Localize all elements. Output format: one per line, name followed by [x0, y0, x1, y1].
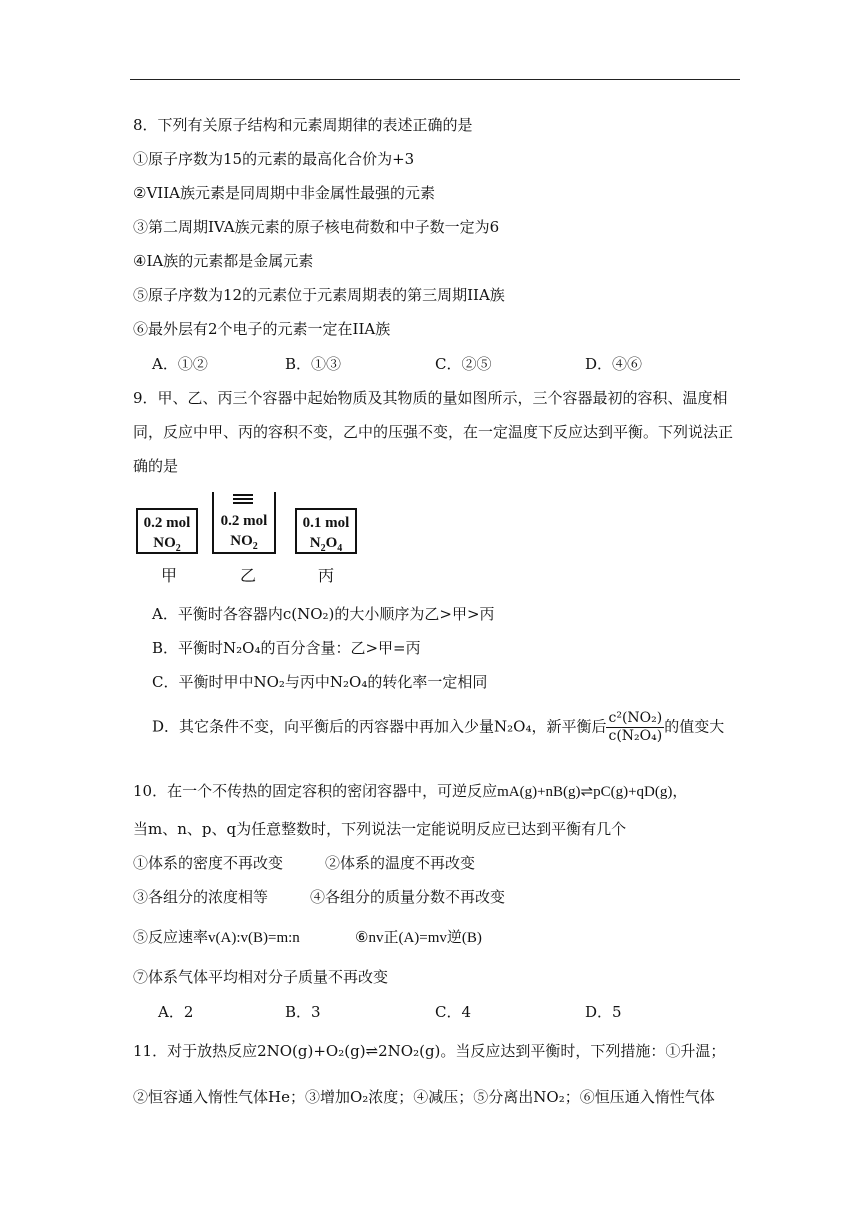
q10-statement-3: ③各组分的浓度相等	[133, 888, 269, 906]
q10-statement-1: ①体系的密度不再改变	[133, 854, 284, 872]
q10-option-d: D．5	[585, 1003, 622, 1021]
q8-statement-5: ⑤原子序数为12的元素位于元素周期表的第三周期IIA族	[133, 286, 505, 304]
q9-option-a: A．平衡时各容器内c(NO₂)的大小顺序为乙>甲>丙	[152, 605, 495, 623]
q9-stem-line-3: 确的是	[133, 457, 179, 475]
q8-statement-2: ②VIIA族元素是同周期中非金属性最强的元素	[133, 184, 435, 202]
q10-statement-5: ⑤反应速率v(A):v(B)=m:n	[133, 930, 300, 946]
q11-stem-line-1: 11．对于放热反应2NO(g)+O₂(g)⇌2NO₂(g)。当反应达到平衡时，下列措施：①升温；	[133, 1042, 726, 1060]
q9-option-d-fraction: $\frac{\text{c²(NO₂)}}{\text{c(N₂O₄)}}$	[608, 710, 663, 744]
q8-option-b: B．①③	[285, 355, 342, 373]
container-bing-label: 丙	[318, 566, 335, 585]
q9-option-c: C．平衡时甲中NO₂与丙中N₂O₄的转化率一定相同	[152, 673, 488, 691]
q11-stem-line-2: ②恒容通入惰性气体He；③增加O₂浓度；④减压；⑤分离出NO₂；⑥恒压通入惰性气体	[133, 1088, 715, 1106]
container-bing-species: $N_2O_4$	[309, 535, 343, 554]
q8-stem: 8．下列有关原子结构和元素周期律的表述正确的是	[133, 116, 473, 134]
q8-option-a: A．①②	[152, 355, 208, 373]
q10-option-a: A．2	[158, 1003, 194, 1021]
q8-statement-1: ①原子序数为15的元素的最高化合价为+3	[133, 150, 415, 168]
q10-stem-line-2: 当m、n、p、q为任意整数时，下列说法一定能说明反应已达到平衡有几个	[133, 820, 627, 838]
q10-statement-2: ②体系的温度不再改变	[325, 854, 476, 872]
container-yi-amount: 0.2 mol	[220, 513, 268, 529]
q9-stem-line-2: 同，反应中甲、丙的容积不变，乙中的压强不变，在一定温度下反应达到平衡。下列说法正	[133, 423, 734, 441]
container-bing-amount: 0.1 mol	[302, 515, 350, 531]
container-yi	[212, 508, 276, 554]
container-jia-species: $NO_2$	[153, 535, 181, 554]
header-rule	[130, 79, 740, 80]
container-yi-label: 乙	[240, 566, 257, 585]
q8-statement-4: ④IA族的元素都是金属元素	[133, 252, 314, 270]
q8-option-d: D．④⑥	[585, 355, 643, 373]
q9-stem-line-1: 9．甲、乙、丙三个容器中起始物质及其物质的量如图所示，三个容器最初的容积、温度相	[133, 389, 728, 407]
container-yi-piston	[233, 494, 253, 506]
q10-option-b: B．3	[285, 1003, 321, 1021]
container-jia	[136, 508, 198, 554]
container-yi-species: $NO_2$	[230, 533, 258, 552]
q8-option-c: C．②⑤	[435, 355, 492, 373]
q8-statement-3: ③第二周期IVA族元素的原子核电荷数和中子数一定为6	[133, 218, 500, 236]
q10-statement-6: ⑥nv正(A)=mv逆(B)	[355, 930, 482, 946]
container-jia-label: 甲	[161, 566, 178, 585]
q10-statement-4: ④各组分的质量分数不再改变	[310, 888, 506, 906]
q9-option-d-text: D．其它条件不变，向平衡后的丙容器中再加入少量N₂O₄，新平衡后	[152, 717, 607, 736]
q10-option-c: C．4	[435, 1003, 472, 1021]
container-bing	[295, 508, 357, 554]
q10-statement-7: ⑦体系气体平均相对分子质量不再改变	[133, 968, 389, 986]
q10-stem-line-1: 10．在一个不传热的固定容积的密闭容器中，可逆反应mA(g)+nB(g)⇌pC(g)+qD(g)，	[133, 782, 688, 800]
q10-reaction-equation: mA(g)+nB(g)⇌pC(g)+qD(g)，	[497, 784, 688, 800]
container-jia-amount: 0.2 mol	[143, 515, 191, 531]
q8-statement-6: ⑥最外层有2个电子的元素一定在IIA族	[133, 320, 391, 338]
q9-option-d	[152, 710, 724, 745]
q9-option-d-suffix: 的值变大	[664, 717, 725, 736]
q9-option-b: B．平衡时N₂O₄的百分含量：乙>甲=丙	[152, 639, 421, 657]
